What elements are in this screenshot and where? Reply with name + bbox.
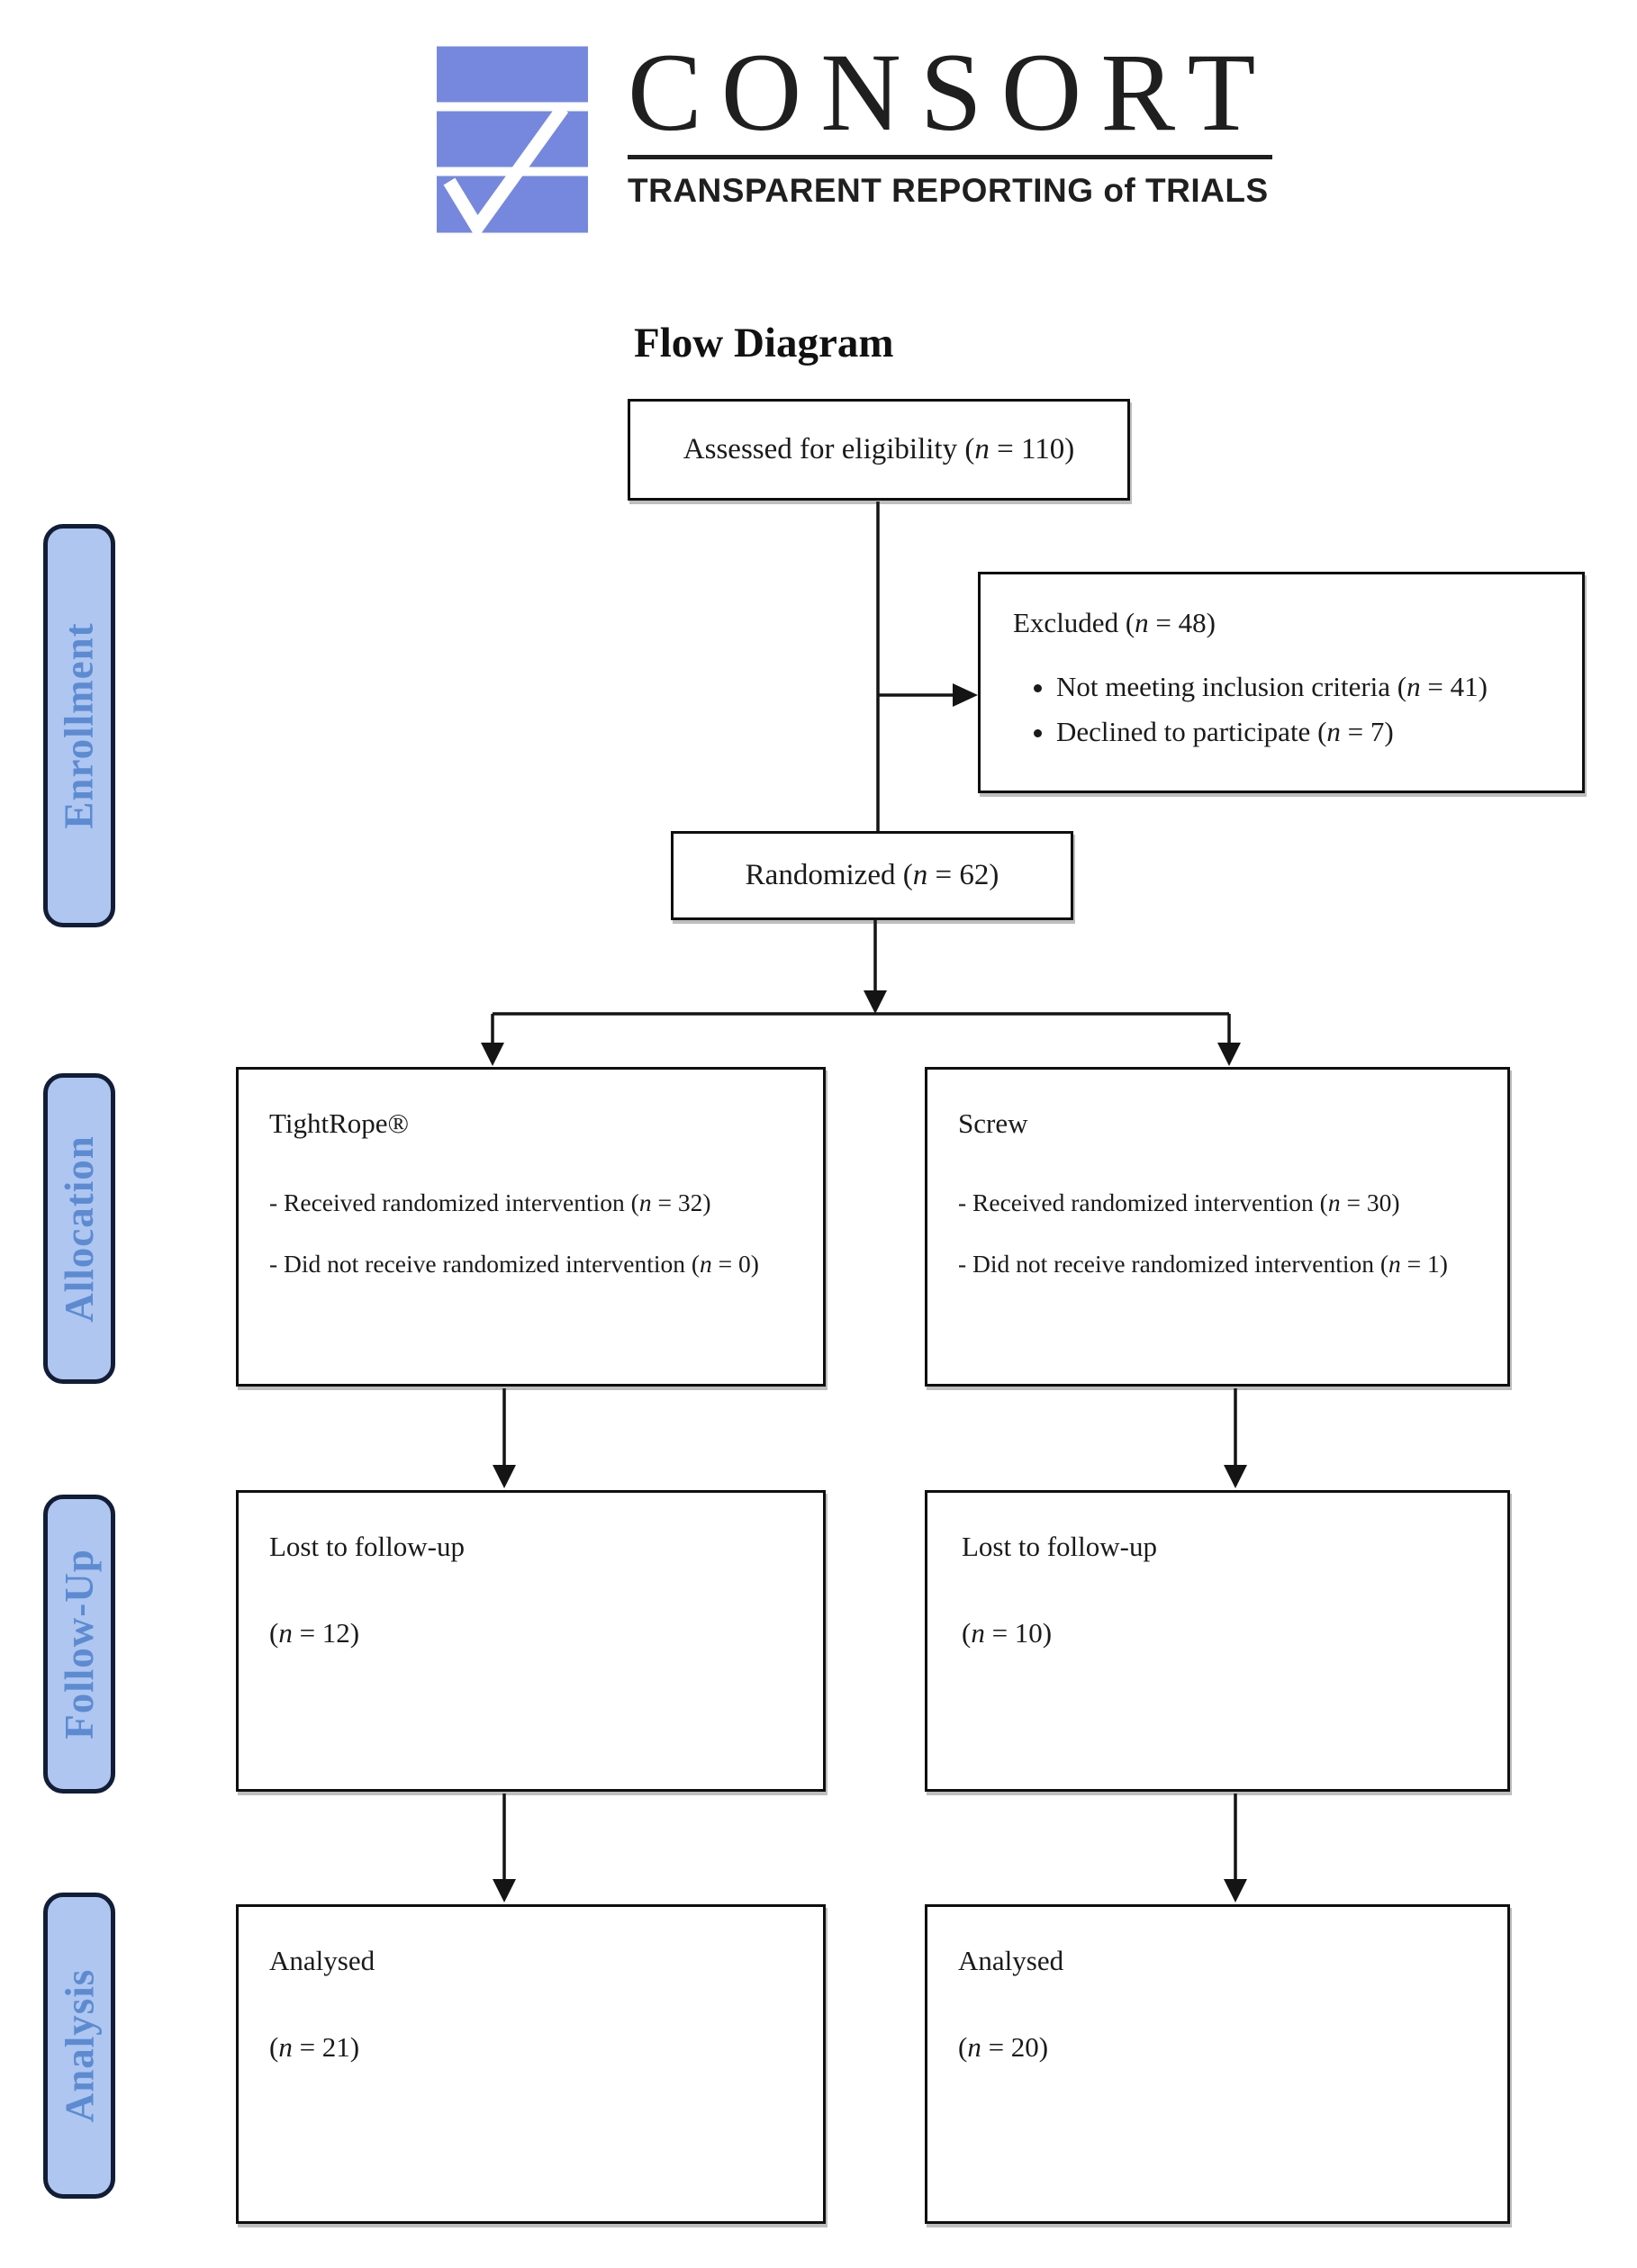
randomized-text: Randomized (n = 62) <box>745 859 999 891</box>
stage-label-enrollment-text: Enrollment <box>57 622 102 829</box>
stage-label-enrollment <box>43 524 115 927</box>
excluded-reasons-list <box>1013 664 1560 754</box>
consort-wordmark: CONSORT <box>628 31 1275 154</box>
followup-box-screw <box>925 1490 1510 1792</box>
allocation-detail-line: - Did not receive randomized intervention (n = 0) <box>269 1250 759 1278</box>
excluded-reason-item: • Declined to participate (n = 7) <box>1056 709 1560 754</box>
allocation-tightrope-details <box>269 1188 798 1279</box>
allocation-detail-line: - Received randomized intervention (n = 32) <box>269 1188 711 1216</box>
allocation-screw-title: Screw <box>958 1107 1028 1139</box>
analysis-title: Analysed <box>958 1945 1064 1976</box>
followup-count: (n = 10) <box>962 1617 1053 1649</box>
analysis-count: (n = 20) <box>958 2031 1049 2063</box>
followup-box-tightrope <box>236 1490 826 1792</box>
arrow-randomized-split <box>481 920 1241 1066</box>
allocation-detail-line: - Received randomized intervention (n = 30) <box>958 1188 1400 1216</box>
excluded-reason-item: • Not meeting inclusion criteria (n = 41) <box>1056 664 1560 709</box>
page-title: Flow Diagram <box>634 320 894 366</box>
excluded-box <box>978 572 1585 793</box>
allocation-tightrope-title: TightRope® <box>269 1107 410 1139</box>
stage-label-analysis-text: Analysis <box>57 1968 102 2123</box>
followup-title: Lost to follow-up <box>269 1531 465 1562</box>
assessed-text: Assessed for eligibility (n = 110) <box>683 433 1075 465</box>
arrow-allocation-to-followup-left <box>493 1388 516 1488</box>
arrow-followup-to-analysis-right <box>1224 1794 1247 1902</box>
allocation-detail-line: - Did not receive randomized intervention (n = 1) <box>958 1250 1448 1278</box>
assessed-box <box>628 399 1130 501</box>
followup-title: Lost to follow-up <box>962 1531 1157 1562</box>
followup-count: (n = 12) <box>269 1617 360 1649</box>
stage-label-followup-text: Follow-Up <box>57 1549 102 1739</box>
analysis-count: (n = 21) <box>269 2031 360 2063</box>
arrow-followup-to-analysis-left <box>493 1794 516 1902</box>
arrow-allocation-to-followup-right <box>1224 1388 1247 1488</box>
arrow-to-excluded <box>878 683 978 707</box>
allocation-screw-details <box>958 1188 1482 1279</box>
stage-label-allocation <box>43 1073 115 1384</box>
stage-label-allocation-text: Allocation <box>57 1134 102 1323</box>
stage-label-analysis <box>43 1893 115 2199</box>
analysis-box-screw <box>925 1904 1510 2224</box>
analysis-title: Analysed <box>269 1945 375 1976</box>
randomized-box <box>671 831 1073 920</box>
consort-tagline: TRANSPARENT REPORTING of TRIALS <box>628 172 1269 210</box>
excluded-title: Excluded (n = 48) <box>1013 607 1216 638</box>
stage-label-followup <box>43 1495 115 1794</box>
allocation-box-tightrope <box>236 1067 826 1387</box>
allocation-box-screw <box>925 1067 1510 1387</box>
analysis-box-tightrope <box>236 1904 826 2224</box>
